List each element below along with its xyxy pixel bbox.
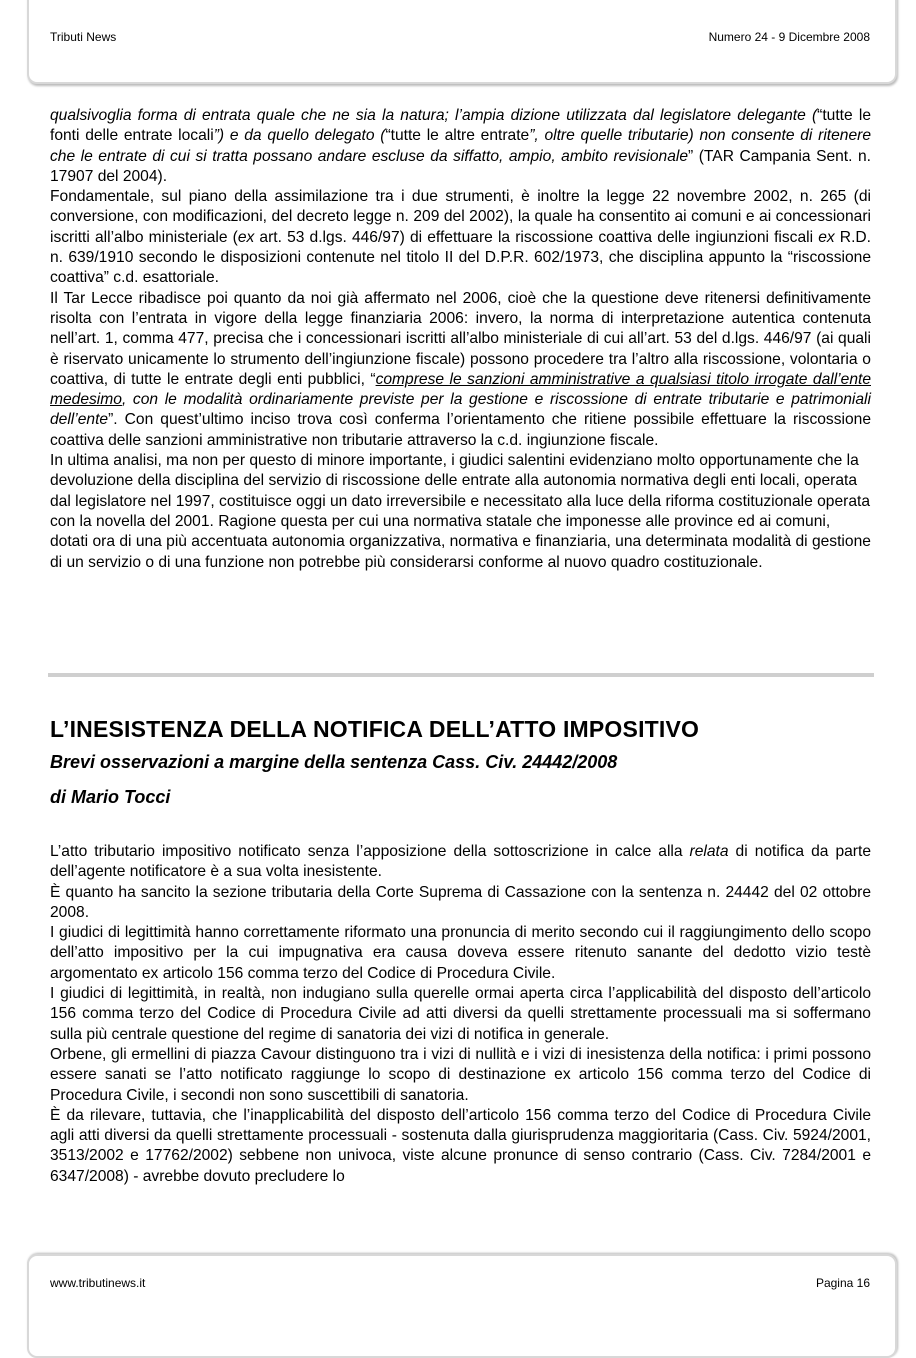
paragraph-quote-tar: qualsivoglia forma di entrata quale che ne sia la natura; l’ampia dizione utilizzata dal legislatore delegante (“tutte le fonti delle entrate locali”) e da quello delegato (“tutte le altre entrate”, oltre quelle tributarie) non consente di ritenere che le entrate di cui si tratta possano andare escluse da siffatto, ampio, ambito revisionale” (TAR Campania Sent. n. 17907 del 2004). — [50, 107, 871, 185]
issue-date: Numero 24 - 9 Dicembre 2008 — [708, 30, 870, 44]
paragraph-legge-2002: Fondamentale, sul piano della assimilazione tra i due strumenti, è inoltre la legge 22 novembre 2002, n. 265 (di conversione, con modificazioni, del decreto legge n. 209 del 2002), la quale ha consentito ai comuni e ai concessionari iscritti all’albo ministeriale (ex art. 53 d.lgs. 446/97) di effettuare la riscossione coattiva delle ingiunzioni fiscali ex R.D. n. 639/1910 secondo le disposizioni contenute nel titolo II del D.P.R. 602/1973, che disciplina appunto la “riscossione coattiva” c.d. esattoriale. — [50, 188, 871, 287]
article-paragraph: Orbene, gli ermellini di piazza Cavour distinguono tra i vizi di nullità e i vizi di inesistenza della notifica: i primi possono essere sanati se l’atto notificato raggiunge lo scopo di destinazione ex articolo 156 comma terzo del Codice di Procedura Civile, i secondi non sono suscettibili di sanatoria. — [50, 1045, 871, 1104]
article-paragraph: I giudici di legittimità, in realtà, non indugiano sulla querelle ormai aperta circa l’applicabilità del disposto dell’articolo 156 comma terzo del Codice di Procedura Civile ad atti diversi da quelli strettamente processuali ma si soffermano sulla più centrale questione del regime di sanatoria dei vizi di notifica in generale. — [50, 985, 871, 1043]
article-author: di Mario Tocci — [50, 787, 171, 807]
page-number: Pagina 16 — [815, 1276, 870, 1290]
article-paragraph: I giudici di legittimità hanno correttamente riformato una pronuncia di merito secondo cui il raggiungimento dello scopo dell’atto impositivo per la cui impugnativa era causa doveva essere ritenuto sanante del dedotto vizio testè argomentato ex articolo 156 comma terzo del Codice di Procedura Civile. — [50, 924, 871, 982]
article-title: L’INESISTENZA DELLA NOTIFICA DELL’ATTO IMPOSITIVO — [50, 716, 700, 742]
website-link[interactable]: www.tributinews.it — [50, 1276, 146, 1290]
footer-frame — [27, 1254, 897, 1358]
paragraph-tar-lecce: Il Tar Lecce ribadisce poi quanto da noi già affermato nel 2006, cioè che la questione deve ritenersi definitivamente risolta con l’entrata in vigore della legge finanziaria 2006: invero, la norma di interpretazione autentica contenuta nell’art. 1, comma 477, precisa che i concessionari iscritti all’albo ministeriale di cui all’art. 53 del d.lgs. 446/97 (ai quali è riservato unicamente lo strumento dell’ingiunzione fiscale) possono procedere tra l’altro alla riscossione, volontaria o coattiva, di tutte le entrate degli enti pubblici, “comprese le sanzioni amministrative a qualsiasi titolo irrogate dall’ente medesimo, con le modalità ordinariamente previste per la gestione e riscossione di entrate tributarie e patrimoniali dell’ente”. Con quest’ultimo inciso trova così conferma l’orientamento che ritiene possibile effettuare la riscossione coattiva delle sanzioni amministrative non tributarie attraverso la c.d. ingiunzione fiscale. — [50, 289, 871, 449]
article-paragraph: È quanto ha sancito la sezione tributaria della Corte Suprema di Cassazione con la sentenza n. 24442 del 02 ottobre 2008. — [50, 883, 871, 921]
article-continuation — [50, 106, 871, 573]
article-paragraph: È da rilevare, tuttavia, che l’inapplicabilità del disposto dell’articolo 156 comma terzo del Codice di Procedura Civile agli atti diversi da quelli strettamente processuali - sostenuta dalla giurisprudenza maggioritaria (Cass. Civ. 5924/2001, 3513/2002 e 17762/2002) sebbene non univoca, viste alcune pronunce di senso contrario (Cass. Civ. 7284/2001 e 6347/2008) - avrebbe dovuto precludere lo — [50, 1106, 871, 1185]
section-divider — [48, 673, 874, 677]
article-paragraph: L’atto tributario impositivo notificato senza l’apposizione della sottoscrizione in calce alla relata di notifica da parte dell’agente notificatore è a sua volta inesistente. — [50, 843, 871, 881]
article-subtitle: Brevi osservazioni a margine della sentenza Cass. Civ. 24442/2008 — [50, 752, 618, 772]
publication-name: Tributi News — [50, 30, 117, 44]
article-body — [50, 842, 871, 1187]
paragraph-conclusion: In ultima analisi, ma non per questo di minore importante, i giudici salentini evidenziano molto opportunamente che la devoluzione della disciplina del servizio di riscossione delle entrate alla autonomia normativa degli enti locali, operata dal legislatore nel 1997, costituisce oggi un dato irreversibile e necessitato alla luce della riforma costituzionale operata con la novella del 2001. Ragione questa per cui una normativa statale che imponesse alle province ed ai comuni, dotati ora di una più accentuata autonomia organizzativa, normativa e finanziaria, una determinata modalità di gestione di un servizio o di una funzione non potrebbe più considerarsi conforme al nuovo quadro costituzionale. — [50, 452, 871, 571]
